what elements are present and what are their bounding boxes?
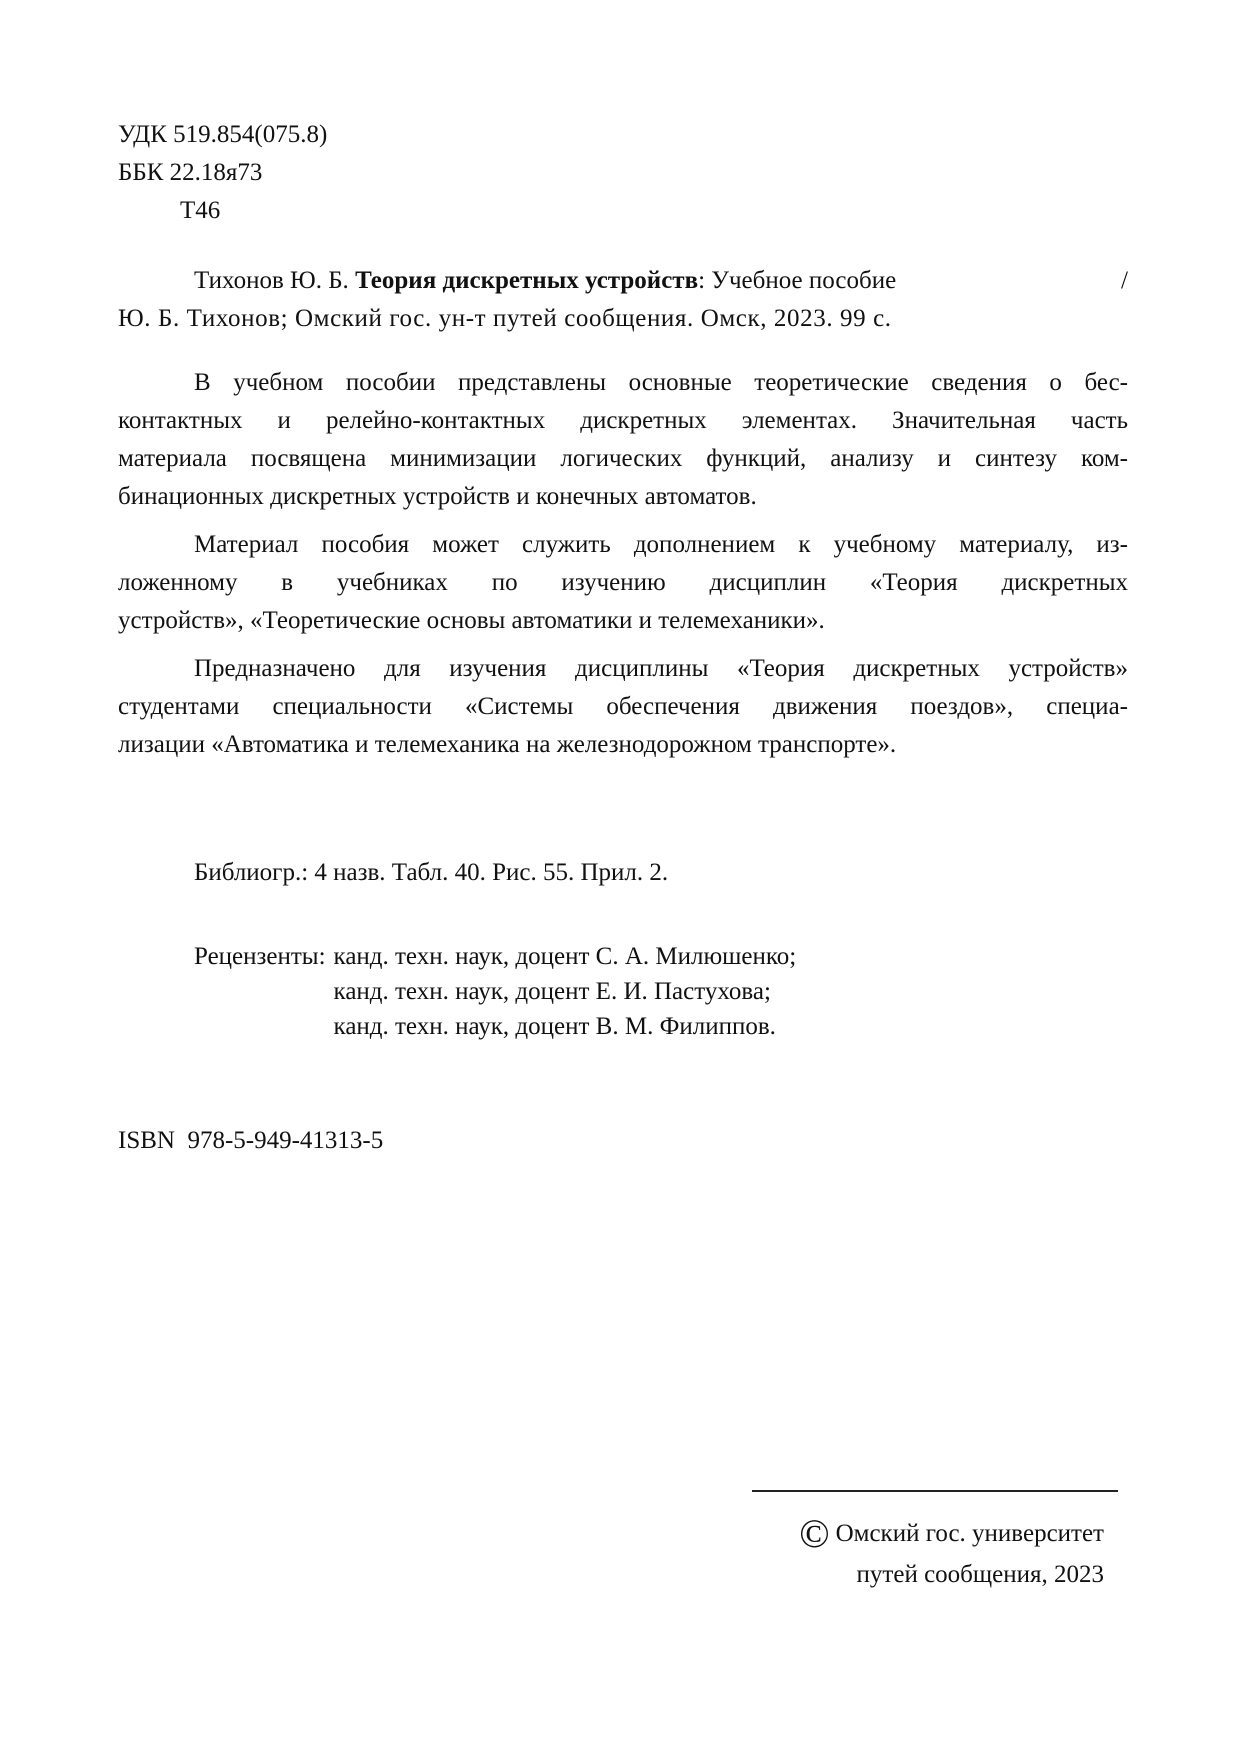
citation-author: Тихонов Ю. Б.	[194, 267, 349, 294]
text-line: студентами специальности «Системы обеспечения движения поездов», специа-	[118, 693, 1128, 720]
reviewer-item: канд. техн. наук, доцент В. М. Филиппов.	[333, 1013, 776, 1040]
text-line: ложенному в учебниках по изучению дисциплин «Теория дискретных	[118, 569, 1128, 596]
citation-line2: Ю. Б. Тихонов; Омский гос. ун-т путей сообщения. Омск, 2023. 99 с.	[118, 305, 892, 332]
isbn: ISBN 978-5-949-41313-5	[118, 1127, 384, 1154]
text-line: бинационных дискретных устройств и конечных автоматов.	[118, 483, 757, 510]
reviewer-item: канд. техн. наук, доцент Е. И. Пастухова;	[333, 978, 771, 1005]
reviewers-block	[194, 938, 796, 1043]
copyright-line2: путей сообщения, 2023	[856, 1561, 1104, 1588]
author-mark: Т46	[180, 197, 221, 224]
reviewer-item: канд. техн. наук, доцент С. А. Милюшенко;	[333, 943, 797, 970]
citation-title: Теория дискретных устройств	[355, 267, 699, 294]
citation-type: : Учебное пособие	[698, 267, 897, 294]
abstract	[118, 364, 1128, 764]
reviewers-label: Рецензенты:	[194, 943, 326, 970]
classification-block	[118, 116, 327, 230]
text-line: Предназначено для изучения дисциплины «Теория дискретных устройств»	[194, 655, 1128, 682]
text-line: материала посвящена минимизации логических функций, анализу и синтезу ком-	[118, 445, 1128, 472]
divider-line	[752, 1490, 1118, 1492]
copyright-icon: ©	[799, 1511, 830, 1556]
abstract-paragraph-3	[118, 650, 1128, 764]
text-line: устройств», «Теоретические основы автоматики и телемеханики».	[118, 607, 825, 634]
copyright-line1: Омский гос. университет	[835, 1520, 1104, 1547]
abstract-paragraph-2	[118, 526, 1128, 640]
text-line: контактных и релейно-контактных дискретных элементах. Значительная часть	[118, 407, 1128, 434]
text-line: Материал пособия может служить дополнением к учебному материалу, из-	[194, 531, 1128, 558]
abstract-paragraph-1	[118, 364, 1128, 516]
citation-slash: /	[1121, 267, 1128, 294]
text-line: лизации «Автоматика и телемеханика на железнодорожном транспорте».	[118, 731, 897, 758]
citation-block	[118, 262, 1128, 338]
bbk-code: ББК 22.18я73	[118, 159, 263, 186]
text-line: В учебном пособии представлены основные теоретические сведения о бес-	[194, 369, 1128, 396]
bibliography-info: Библиогр.: 4 назв. Табл. 40. Рис. 55. Прил. 2.	[194, 859, 669, 886]
udk-code: УДК 519.854(075.8)	[118, 121, 328, 148]
copyright-block	[734, 1512, 1104, 1594]
